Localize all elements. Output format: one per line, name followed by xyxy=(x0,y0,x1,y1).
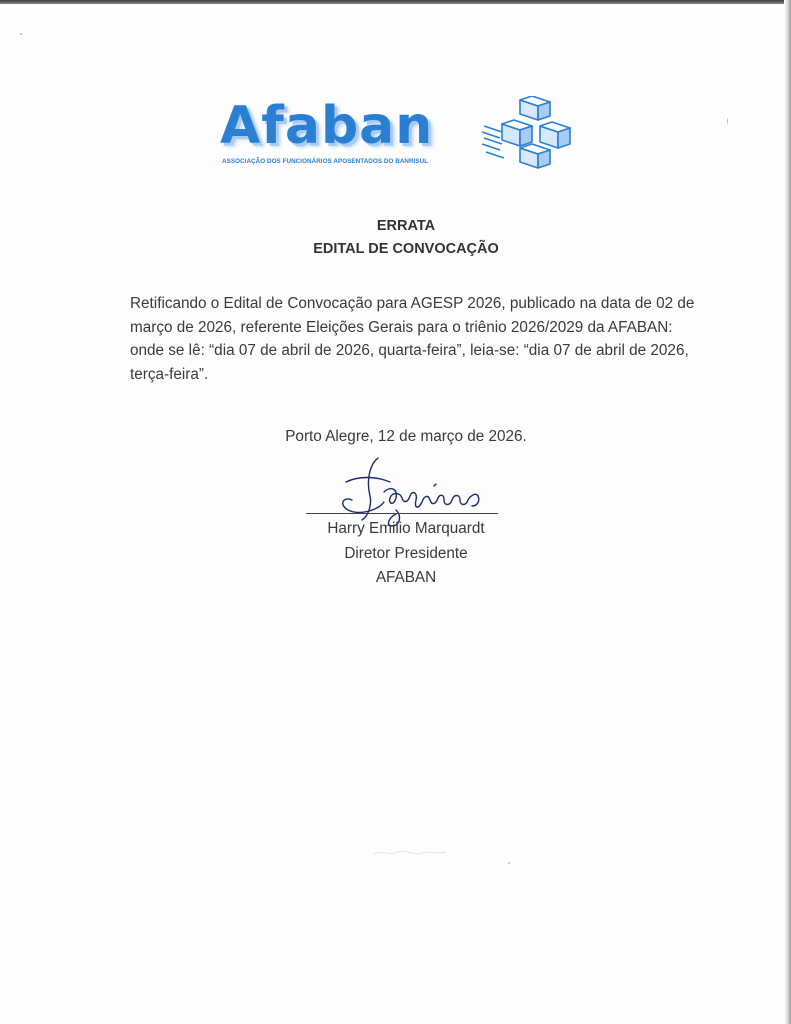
faint-stamp-trace xyxy=(370,846,450,860)
afaban-logo xyxy=(218,96,588,176)
logo-cubes-icon xyxy=(480,96,580,170)
signatory-organization: AFABAN xyxy=(375,569,437,586)
scan-edge-right xyxy=(784,0,791,1024)
scan-speck xyxy=(20,33,22,35)
document-subtitle: EDITAL DE CONVOCAÇÃO xyxy=(313,241,499,257)
signature-line xyxy=(306,513,498,514)
document-title: ERRATA xyxy=(376,218,436,234)
scan-edge-top xyxy=(0,0,791,4)
logo-tagline: ASSOCIAÇÃO DOS FUNCIONÁRIOS APOSENTADOS DO BANRISUL xyxy=(222,158,429,165)
signatory-name: Harry Emilio Marquardt xyxy=(327,520,485,537)
scan-speck xyxy=(508,862,510,864)
logo-wordmark: Afaban xyxy=(220,96,434,156)
place-and-date: Porto Alegre, 12 de março de 2026. xyxy=(285,428,527,445)
scan-speck xyxy=(727,118,728,124)
signatory-role: Diretor Presidente xyxy=(344,545,468,562)
document-body: Retificando o Edital de Convocação para AGESP 2026, publicado na data de 02 de março de 2026, referente Eleições Gerais para o triênio 2026/2029 da AFABAN: onde se lê: “dia 07 de abril de 2026, quarta-feira”, leia-se: “dia 07 de abril de 2026, terça-feira”. xyxy=(130,295,695,383)
